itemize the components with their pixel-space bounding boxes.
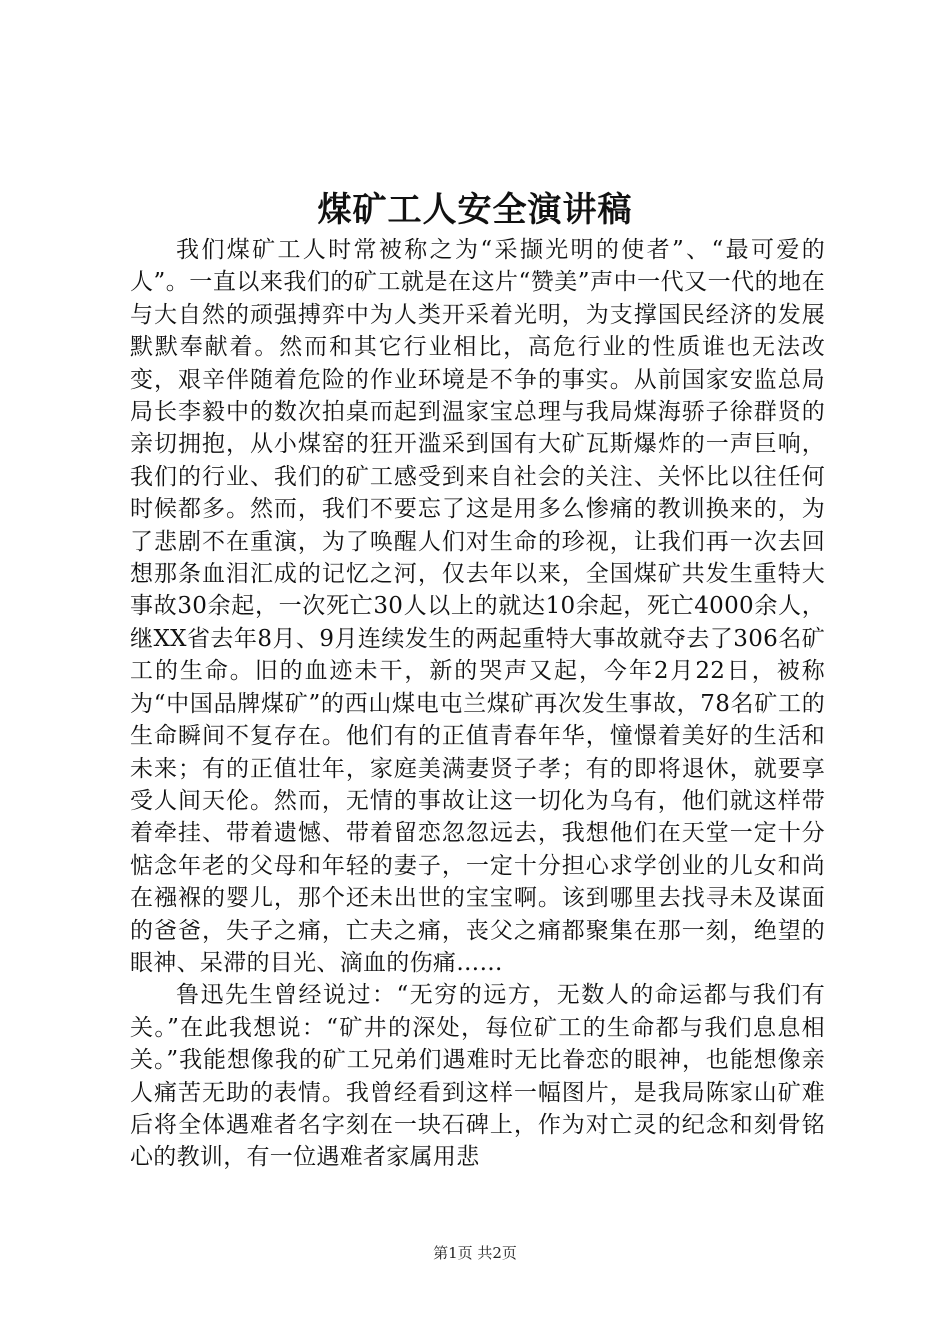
- document-title: 煤矿工人安全演讲稿: [317, 190, 633, 230]
- paragraph-1: 我们煤矿工人时常被称之为“采撷光明的使者”、“最可爱的人”。一直以来我们的矿工就是在这片“赞美”声中一代又一代的地在与大自然的顽强搏弈中为人类开采着光明，为支撑国民经济的发展默默奉献着。然而和其它行业相比，高危行业的性质谁也无法改变，艰辛伴随着危险的作业环境是不争的事实。从前国家安监总局局长李毅中的数次拍桌而起到温家宝总理与我局煤海骄子徐群贤的亲切拥抱，从小煤窑的狂开滥采到国有大矿瓦斯爆炸的一声巨响，我们的行业、我们的矿工感受到来自社会的关注、关怀比以往任何时候都多。然而，我们不要忘了这是用多么惨痛的教训换来的，为了悲剧不在重演，为了唤醒人们对生命的珍视，让我们再一次去回想那条血泪汇成的记忆之河，仅去年以来，全国煤矿共发生重特大事故30余起，一次死亡30人以上的就达10余起，死亡4000余人，继XX省去年8月、9月连续发生的两起重特大事故就夺去了306名矿工的生命。旧的血迹未干，新的哭声又起，今年2月22日，被称为“中国品牌煤矿”的西山煤电屯兰煤矿再次发生事故，78名矿工的生命瞬间不复存在。他们有的正值青春年华，憧憬着美好的生活和未来；有的正值壮年，家庭美满妻贤子孝；有的即将退休，就要享受人间天伦。然而，无情的事故让这一切化为乌有，他们就这样带着牵挂、带着遗憾、带着留恋忽忽远去，我想他们在天堂一定十分惦念年老的父母和年轻的妻子，一定十分担心求学创业的儿女和尚在襁褓的婴儿，那个还未出世的宝宝啊。该到哪里去找寻未及谋面的爸爸，失子之痛，亡夫之痛，丧父之痛都聚集在那一刻，绝望的眼神、呆滞的目光、滴血的伤痛……: [130, 237, 825, 976]
- paragraph-2: 鲁迅先生曾经说过：“无穷的远方，无数人的命运都与我们有关。”在此我想说：“矿井的深处，每位矿工的生命都与我们息息相关。”我能想像我的矿工兄弟们遇难时无比眷恋的眼神，也能想像亲人痛苦无助的表情。我曾经看到这样一幅图片，是我局陈家山矿难后将全体遇难者名字刻在一块石碑上，作为对亡灵的纪念和刻骨铭心的教训，有一位遇难者家属用悲: [130, 982, 825, 1171]
- document-body: [130, 234, 825, 1174]
- page-number-footer: 第1页 共2页: [433, 1244, 517, 1262]
